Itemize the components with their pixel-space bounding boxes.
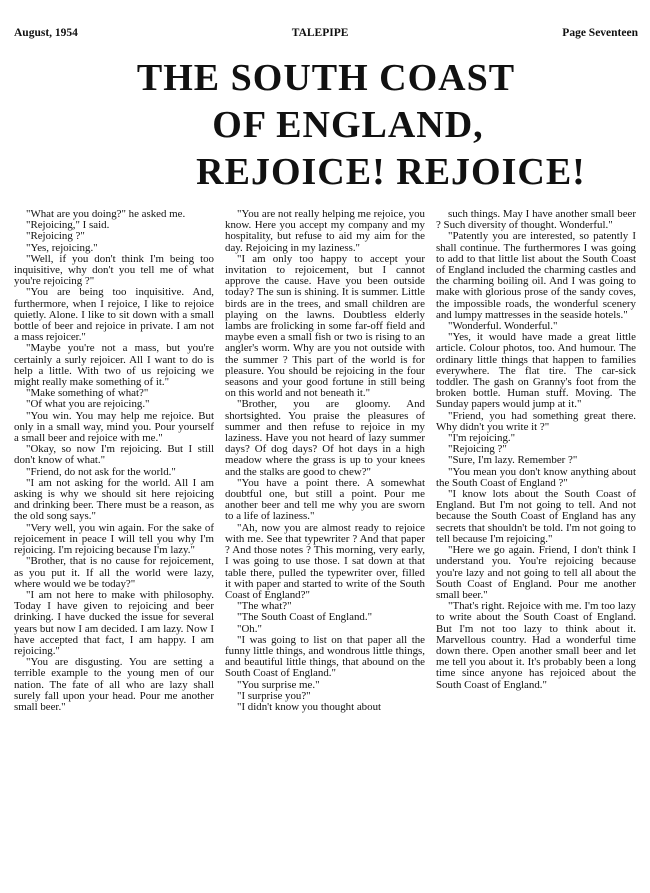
paragraph: "I am only too happy to accept your invitation to rejoicement, but I cannot approve the cause. Have you been outside today? The sun is shining. It is summer. Little birds are in the trees, and small children are playing on the lawns. Doubtless elderly lambs are frolicking in some far-off field and maybe even a small fish or two is rising to an angler's worm. Why are you not outside with the summer ? This part of the world is for pleasure. You should be rejoicing in the four seasons and your good fortune in still being on this world and not beneath it." [225,252,425,400]
article-title [14,55,638,196]
issue-date: August, 1954 [14,27,78,39]
paragraph: "The South Coast of England." [237,611,373,624]
paragraph: "I'm rejoicing." [448,432,516,445]
paragraph: "Patently you are interested, so patently I shall continue. The furthermores I was going to add to that little list about the South Coast of England included the charming castles and the charming boiling oil. And I was going to make with glorious prose of the sandy coves, the impossible roads, the wonderful scenery and lumpy mattresses in the seaside hotels." [436,230,636,321]
paragraph: "The what?" [237,600,292,613]
article-body [14,209,638,713]
paragraph: "I am not asking for the world. All I am asking is why we should sit here rejoicing and drinking beer. There must be a reason, as the old song says." [14,476,214,523]
paragraph: "Rejoicing ?" [448,443,507,456]
paragraph: "Make something of what?" [26,387,149,400]
paragraph: "That's right. Rejoice with me. I'm too lazy to write about the South Coast of England. But I'm not too lazy to think about it. Marvellous country. Had a wonderful time down there. Open another small beer and let me tell you about it. It's probably been a long time since anyone has rejoiced about the South Coast of England." [436,600,636,691]
paragraph: "Brother, you are gloomy. And shortsighted. You praise the pleasures of summer and then refuse to rejoice in my laziness. Have you not heard of lazy summer days? Of dog days? Of hot days in a high meadow where the grass is up to your knees and the stalks are good to chew?" [225,398,425,478]
paragraph: "What are you doing?" he asked me. [26,208,186,220]
paragraph: "Wonderful. Wonderful." [448,320,558,333]
paragraph: "Oh." [237,622,262,635]
paragraph: "You have a point there. A somewhat doubtful one, but still a point. Pour me another beer and tell me why you are sworn to a life of laziness." [225,476,425,523]
paragraph: such things. May I have another small beer ? Such diversity of thought. Wonderful." [436,208,636,232]
paragraph: "Okay, so now I'm rejoicing. But I still don't know of what." [14,443,214,467]
paragraph: "Yes, it would have made a great little article. Colour photos, too. And humour. The ordinary little things that happen to families everywhere. The flat tire. The car-sick toddler. The gash on Granny's foot from the broken bottle. Human stuff. Moving. The Sunday papers would jump at it." [436,331,636,411]
title-line-3: REJOICE! REJOICE! [196,151,586,193]
column-3 [436,209,636,713]
paragraph: "I am not here to make with philosophy. Today I have given to rejoicing and beer drinking. I have ducked the issue for several years but now I am decided. I am lazy. Now I have accepted that fact, I am happy. I am rejoicing." [14,588,214,657]
paragraph: "You are not really helping me rejoice, you know. Here you accept my company and my hospitality, but refuse to aid my aim for the day. Rejoicing in my laziness." [225,208,425,254]
paragraph: "Ah, now you are almost ready to rejoice with me. See that typewriter ? And that paper ? And those notes ? This morning, very early, I was going to use those. I sat down at that table there, pulled the typewriter over, filled it with paper and started to write of the South Coast of England?" [225,521,425,601]
running-header [14,0,638,41]
paragraph: "Yes, rejoicing." [26,241,98,254]
paragraph: "You win. You may help me rejoice. But only in a small way, mind you. Pour yourself a small beer and rejoice with me." [14,409,214,445]
paragraph: "I was going to list on that paper all the funny little things, and wondrous little things, and beautiful little things, that abound on the South Coast of England." [225,633,425,680]
paragraph: "Rejoicing ?" [26,230,85,243]
paragraph: "You surprise me." [237,678,320,691]
publication-name: TALEPIPE [291,27,349,39]
paragraph: "You are being too inquisitive. And, furthermore, when I rejoice, I like to rejoice quietly. Alone. I like to sit down with a small bottle of beer and rejoice in private. I am not a mass rejoicer." [14,286,214,344]
paragraph: "I surprise you?" [237,689,311,702]
column-1 [14,209,214,713]
page-number: Page Seventeen [562,27,638,39]
paragraph: "Rejoicing," I said. [26,219,110,232]
paragraph: "Friend, you had something great there. Why didn't you write it ?" [436,409,636,433]
paragraph: "You mean you don't know anything about the South Coast of England ?" [436,465,636,489]
title-line-1: THE SOUTH COAST [136,57,516,99]
title-line-2: OF ENGLAND, [212,104,484,146]
column-2 [225,209,425,713]
paragraph: "Well, if you don't think I'm being too inquisitive, why don't you tell me of what you're rejoicing ?" [14,252,214,288]
paragraph: "I didn't know you thought about [237,700,382,713]
paragraph: "Very well, you win again. For the sake of rejoicement in peace I will tell you why I'm rejoicing. I'm rejoicing because I'm lazy." [14,521,214,557]
paragraph: "Of what you are rejoicing." [26,398,150,411]
paragraph: "Brother, that is no cause for rejoicement, as you put it. If all the world were lazy, where would we be today?" [14,555,214,590]
paragraph: "Sure, I'm lazy. Remember ?" [448,454,578,467]
paragraph: "I know lots about the South Coast of England. But I'm not going to tell. And not because the South Coast of England has any secrets that shouldn't be told. I'm not going to tell because I'm rejoicing." [436,488,636,545]
paragraph: "You are disgusting. You are setting a terrible example to the young men of our nation. The fate of all who are lazy shall surely fall upon your head. Pour me another small beer." [14,656,214,713]
paragraph: "Here we go again. Friend, I don't think I understand you. You're rejoicing because you're lazy and not going to tell all about the South Coast of England. Pour me another small beer." [436,544,636,601]
paragraph: "Maybe you're not a mass, but you're certainly a surly rejoicer. All I want to do is help a little. With two of us rejoicing we might really make something of it." [14,342,214,389]
paragraph: "Friend, do not ask for the world." [26,465,176,478]
